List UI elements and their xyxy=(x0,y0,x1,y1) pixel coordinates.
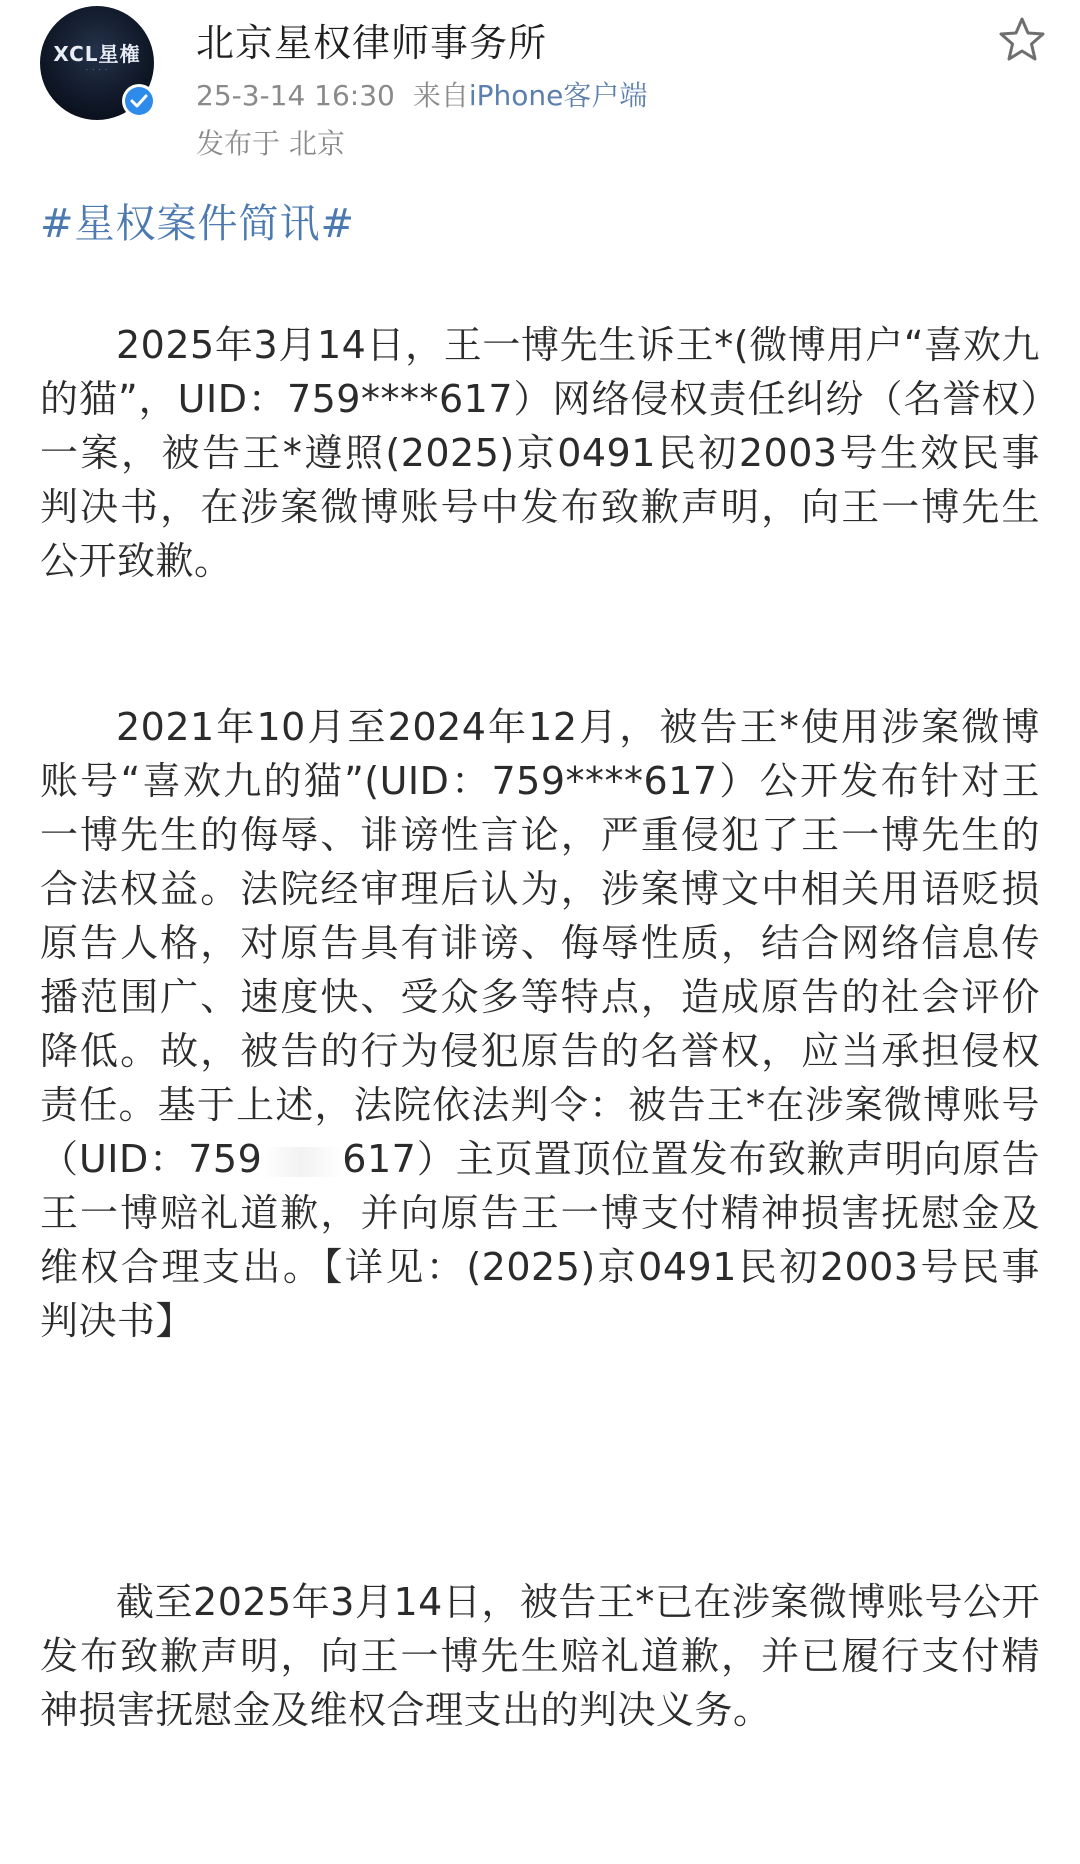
post-timestamp: 25-3-14 16:30 xyxy=(196,79,395,112)
verified-badge-icon xyxy=(122,84,156,118)
source-client[interactable]: iPhone客户端 xyxy=(468,79,648,112)
star-outline-icon xyxy=(996,14,1048,66)
post-meta xyxy=(196,74,647,114)
redacted-uid-segment xyxy=(262,1147,342,1177)
avatar-logo-text: XCL星権 xyxy=(53,42,141,66)
source-label: 来自 xyxy=(412,79,469,112)
post-paragraph-2-part-a: 2021年10月至2024年12月，被告王*使用涉案微博账号“喜欢九的猫”(UID：759****617）公开发布针对王一博先生的侮辱、诽谤性言论，严重侵犯了王一博先生的合法权益。法院经审理后认为，涉案博文中相关用语贬损原告人格，对原告具有诽谤、侮辱性质，结合网络信息传播范围广、速度快、受众多等特点，造成原告的社会评价降低。故，被告的行为侵犯原告的名誉权，应当承担侵权责任。基于上述，法院依法判令：被告王*在涉案微博账号（UID：759 xyxy=(40,705,1040,1181)
post-paragraph-2 xyxy=(40,700,1040,1348)
post-paragraph-3: 截至2025年3月14日，被告王*已在涉案微博账号公开发布致歉声明，向王一博先生赔礼道歉，并已履行支付精神损害抚慰金及维权合理支出的判决义务。 xyxy=(40,1580,1040,1732)
account-name[interactable]: 北京星权律师事务所 xyxy=(196,21,548,65)
topic-hashtag[interactable]: #星权案件简讯# xyxy=(40,201,356,247)
post-paragraph-1: 2025年3月14日，王一博先生诉王*(微博用户“喜欢九的猫”，UID：759****617）网络侵权责任纠纷（名誉权）一案，被告王*遵照(2025)京0491民初2003号生效民事判决书，在涉案微博账号中发布致歉声明，向王一博先生公开致歉。 xyxy=(40,323,1040,583)
post-paragraph-2-part-b: 617）主页置顶位置发布致歉声明向原告王一博赔礼道歉，并向原告王一博支付精神损害抚慰金及维权合理支出。【详见：(2025)京0491民初2003号民事判决书】 xyxy=(40,1137,1040,1343)
avatar-logo-subtitle: · · · · xyxy=(85,66,109,74)
post-location: 发布于 北京 xyxy=(196,127,345,160)
favorite-button[interactable] xyxy=(996,14,1048,66)
avatar-container[interactable] xyxy=(40,6,154,120)
